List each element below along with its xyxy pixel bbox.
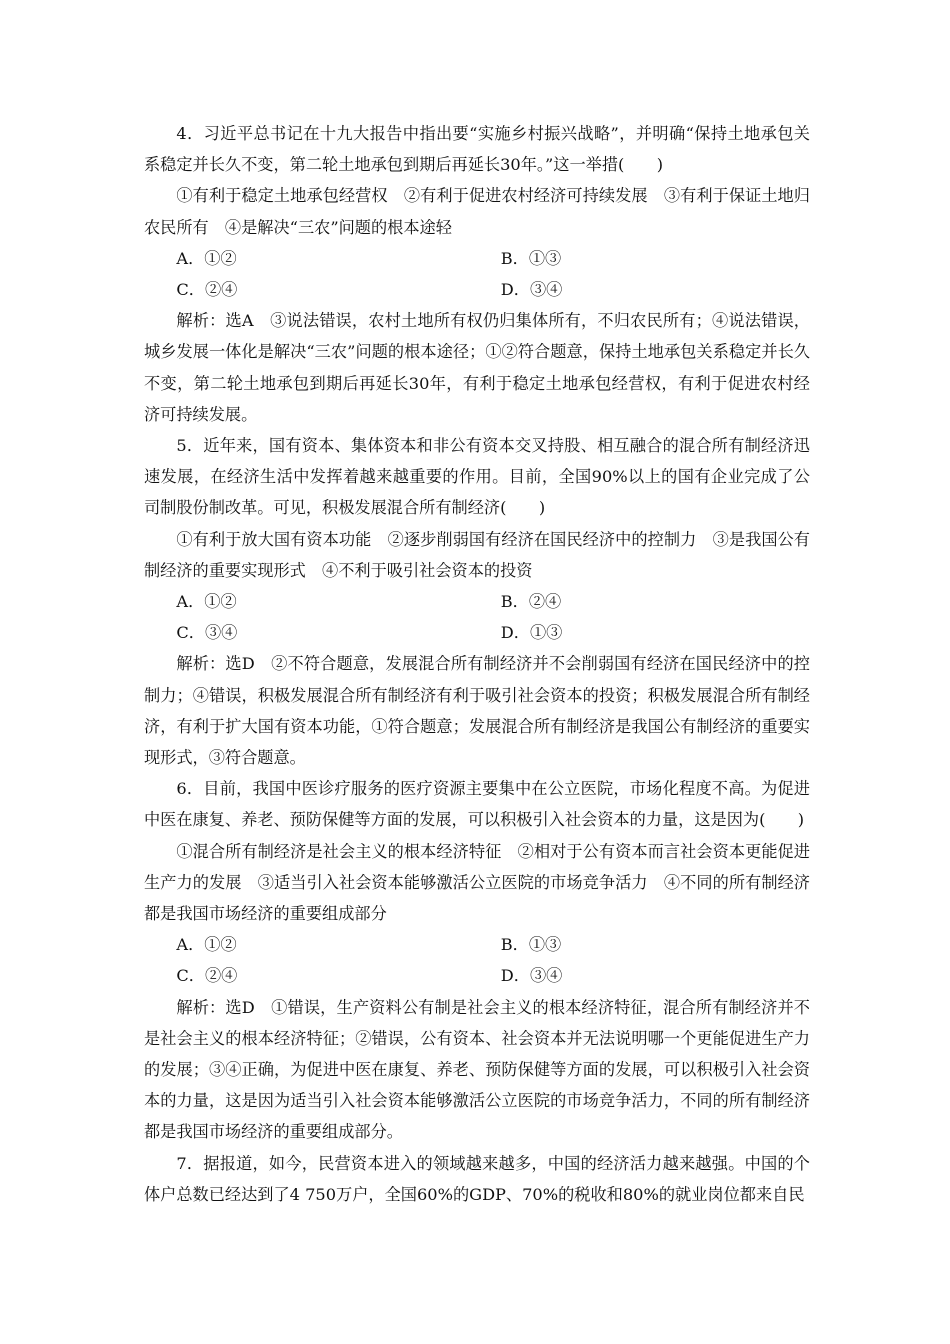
question-4-statements: ①有利于稳定土地承包经营权 ②有利于促进农村经济可持续发展 ③有利于保证土地归农民所有 ④是解决“三农”问题的根本途轻	[144, 186, 810, 237]
question-6-option-b: B．①③	[500, 935, 562, 955]
question-5-option-b: B．②④	[500, 592, 562, 612]
question-4-option-c: C．②④	[176, 280, 238, 299]
question-6-option-c: C．②④	[176, 966, 238, 986]
question-4-options-row-1	[144, 243, 810, 274]
question-7-stem: 7．据报道，如今，民营资本进入的领域越来越多，中国的经济活力越来越强。中国的个体户总数已经达到了4 750万户，全国60%的GDP、70%的税收和80%的就业岗位都来自民	[144, 1153, 810, 1204]
question-5-option-d: D．①③	[500, 623, 563, 643]
question-6-option-d: D．③④	[500, 966, 563, 986]
question-4-option-a: A．①②	[176, 248, 237, 268]
question-5-statements: ①有利于放大国有资本功能 ②逐步削弱国有经济在国民经济中的控制力 ③是我国公有制经济的重要实现形式 ④不利于吸引社会资本的投资	[144, 529, 810, 580]
question-4-option-b: B．①③	[500, 248, 562, 268]
question-5-options-row-2	[144, 617, 810, 648]
question-5-option-c: C．③④	[176, 623, 238, 643]
question-5-analysis: 解析：选D ②不符合题意，发展混合所有制经济并不会削弱国有经济在国民经济中的控制力；④错误，积极发展混合所有制经济有利于吸引社会资本的投资；积极发展混合所有制经济，有利于扩大国有资本功能，①符合题意；发展混合所有制经济是我国公有制经济的重要实现形式，③符合题意。	[144, 654, 810, 767]
question-5-options-row-1	[144, 586, 810, 617]
question-6-options-row-1	[144, 929, 810, 960]
question-6-stem: 6．目前，我国中医诊疗服务的医疗资源主要集中在公立医院，市场化程度不高。为促进中医在康复、养老、预防保健等方面的发展，可以积极引入社会资本的力量，这是因为( )	[144, 779, 810, 830]
question-5-stem: 5．近年来，国有资本、集体资本和非公有资本交叉持股、相互融合的混合所有制经济迅速发展，在经济生活中发挥着越来越重要的作用。目前，全国90%以上的国有企业完成了公司制股份制改革。可见，积极发展混合所有制经济( )	[144, 436, 810, 518]
question-4-stem: 4．习近平总书记在十九大报告中指出要“实施乡村振兴战略”，并明确“保持土地承包关系稳定并长久不变，第二轮土地承包到期后再延长30年。”这一举措( )	[144, 124, 810, 175]
question-6-analysis: 解析：选D ①错误，生产资料公有制是社会主义的根本经济特征，混合所有制经济并不是社会主义的根本经济特征；②错误，公有资本、社会资本并无法说明哪一个更能促进生产力的发展；③④正确，为促进中医在康复、养老、预防保健等方面的发展，可以积极引入社会资本的力量，这是因为适当引入社会资本能够激活公立医院的市场竞争活力，不同的所有制经济都是我国市场经济的重要组成部分。	[144, 997, 810, 1142]
question-4-option-d: D．③④	[500, 280, 563, 299]
question-4-options-row-2	[144, 274, 810, 305]
question-6-statements: ①混合所有制经济是社会主义的根本经济特征 ②相对于公有资本而言社会资本更能促进生产力的发展 ③适当引入社会资本能够激活公立医院的市场竞争活力 ④不同的所有制经济都是我国市场经济的重要组成部分	[144, 841, 810, 924]
question-5-option-a: A．①②	[176, 592, 237, 612]
question-6-options-row-2	[144, 960, 810, 991]
question-4-analysis: 解析：选A ③说法错误，农村土地所有权仍归集体所有，不归农民所有；④说法错误，城乡发展一体化是解决“三农”问题的根本途径；①②符合题意，保持土地承包关系稳定并长久不变，第二轮土地承包到期后再延长30年，有利于稳定土地承包经营权，有利于促进农村经济可持续发展。	[144, 311, 810, 424]
question-6-option-a: A．①②	[176, 935, 237, 955]
document-body	[144, 118, 810, 1210]
